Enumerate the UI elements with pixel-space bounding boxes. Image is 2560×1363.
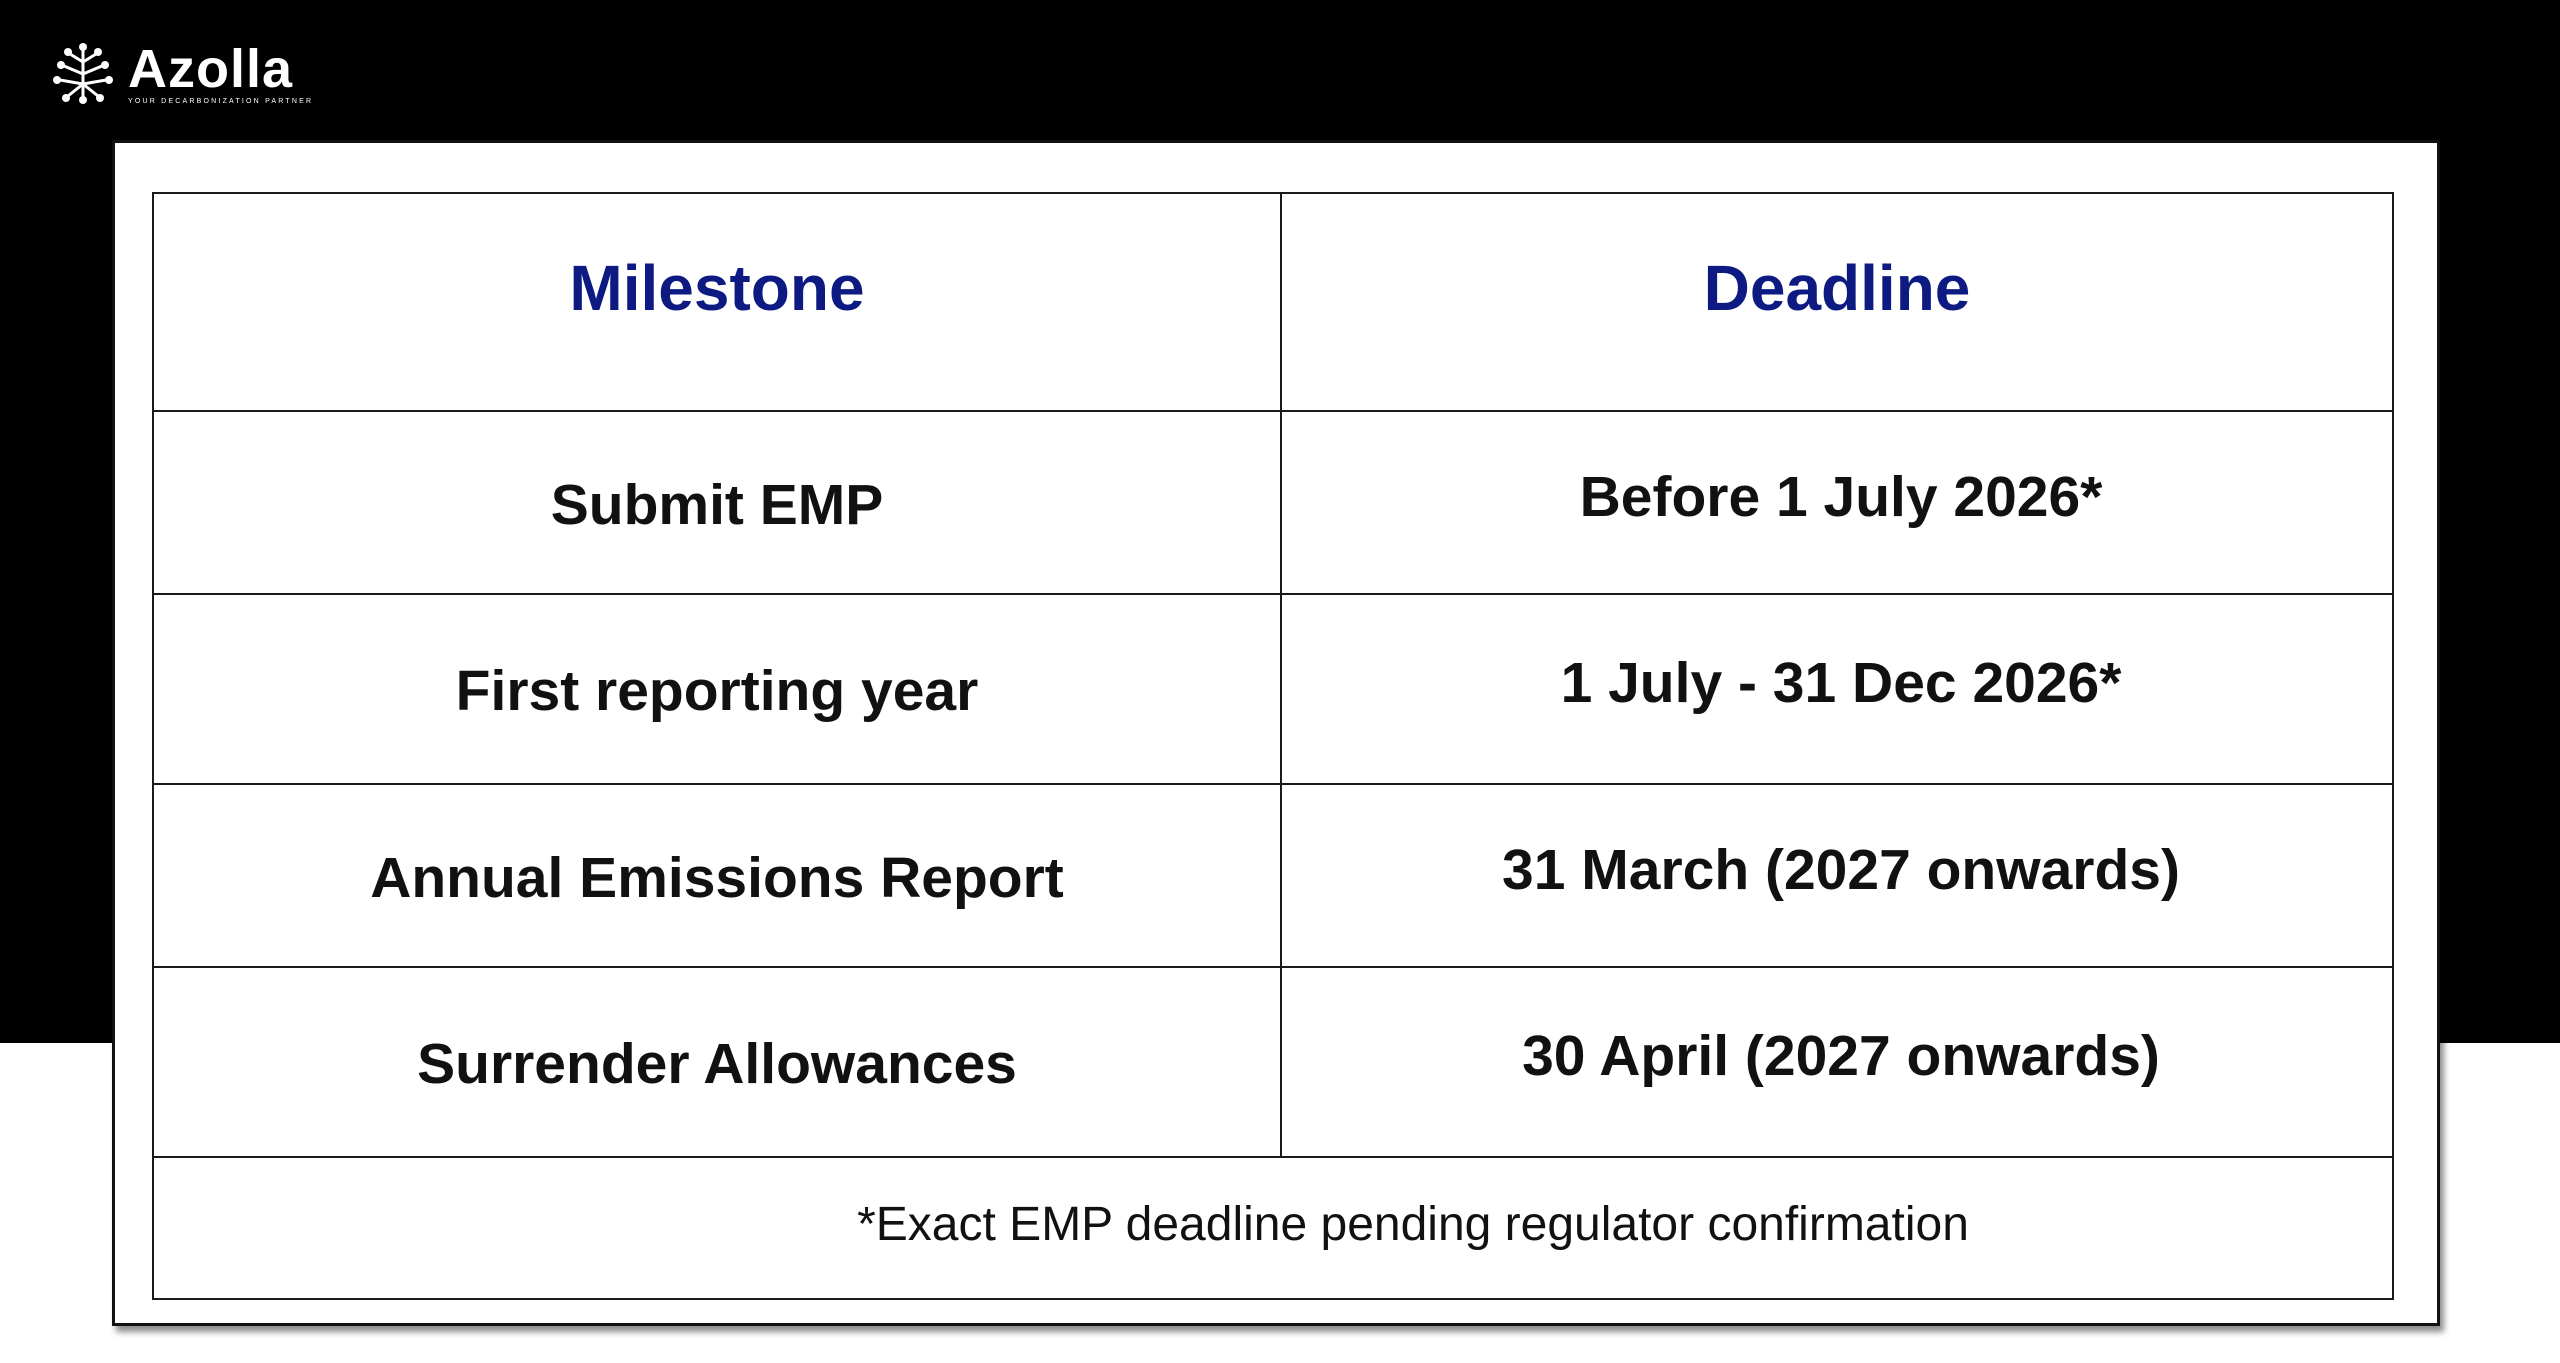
footnote-cell xyxy=(153,1157,2393,1299)
brand-tagline: YOUR DECARBONIZATION PARTNER xyxy=(128,97,314,105)
table-row xyxy=(153,784,2393,967)
deadline-cell: Before 1 July 2026* xyxy=(1281,411,2393,594)
milestone-table xyxy=(152,192,2394,1300)
deadline-header: Deadline xyxy=(1281,193,2393,411)
footnote-row xyxy=(153,1157,2393,1299)
table-row xyxy=(153,411,2393,594)
deadline-cell: 1 July - 31 Dec 2026* xyxy=(1281,594,2393,784)
header-row xyxy=(153,193,2393,411)
milestone-cell: Submit EMP xyxy=(153,411,1281,594)
table-row xyxy=(153,594,2393,784)
footnote-text: *Exact EMP deadline pending regulator confirmation xyxy=(857,1197,1969,1251)
milestone-cell: Surrender Allowances xyxy=(153,967,1281,1157)
logo-text xyxy=(128,38,314,105)
brand-logo xyxy=(48,38,313,108)
milestone-cell: First reporting year xyxy=(153,594,1281,784)
brand-name: Azolla xyxy=(128,38,294,99)
milestone-cell: Annual Emissions Report xyxy=(153,784,1281,967)
deadline-cell: 30 April (2027 onwards) xyxy=(1281,967,2393,1157)
azolla-fern-icon xyxy=(48,38,118,108)
deadline-cell: 31 March (2027 onwards) xyxy=(1281,784,2393,967)
table-row xyxy=(153,967,2393,1157)
milestone-header: Milestone xyxy=(153,193,1281,411)
